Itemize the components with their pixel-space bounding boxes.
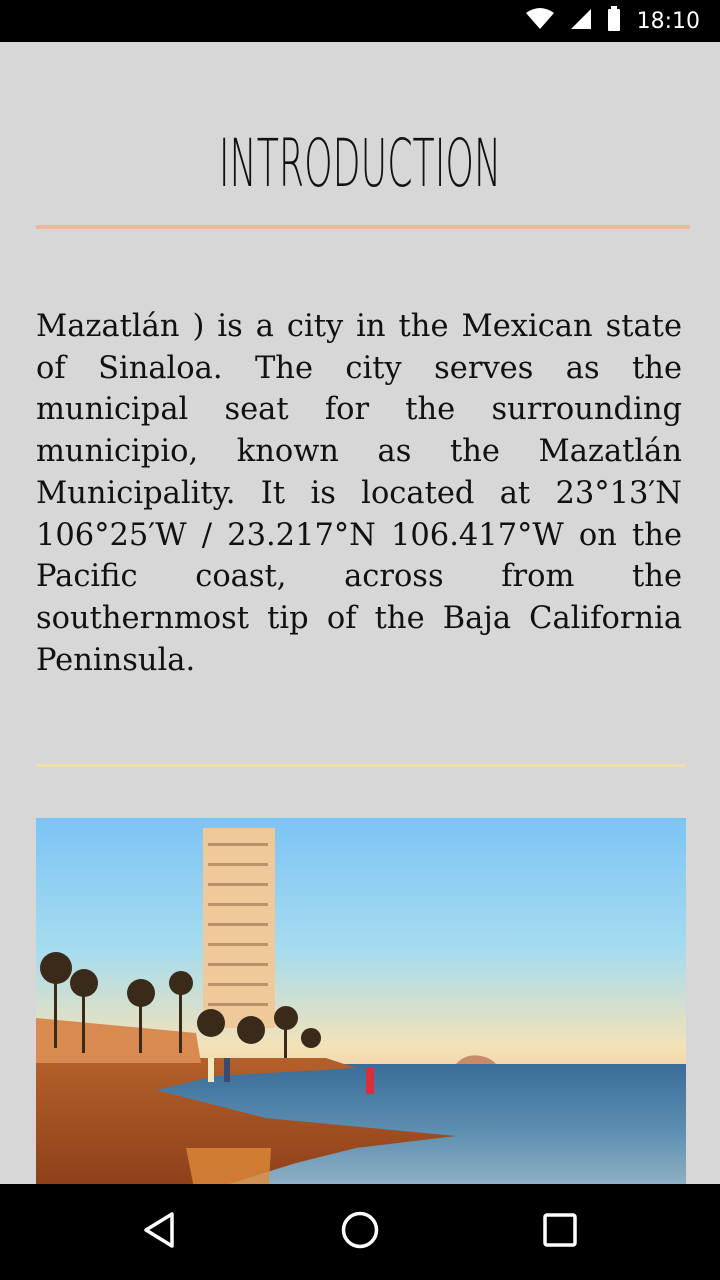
cell-signal-icon: [569, 7, 593, 35]
recents-button[interactable]: [536, 1208, 584, 1256]
article-content[interactable]: [0, 42, 720, 1184]
wifi-icon: [525, 7, 555, 35]
home-icon: [340, 1210, 380, 1254]
status-icons: [525, 0, 700, 42]
back-button[interactable]: [136, 1208, 184, 1256]
back-icon: [140, 1210, 180, 1254]
navigation-bar: [0, 1184, 720, 1280]
title-divider: [36, 225, 690, 229]
recents-icon: [540, 1210, 580, 1254]
page-title: INTRODUCTION: [218, 125, 502, 202]
section-divider: [36, 764, 686, 767]
intro-paragraph: Mazatlán ) is a city in the Mexican state of Sinaloa. The city serves as the municipal seat for the surrounding municipio, known as the Mazatlán Municipality. It is located at 23°13′N 106°25′W / 23.217°N 106.417°W on the Pacific coast, across from the southernmost tip of the Baja California Peninsula.: [36, 309, 682, 678]
beach-photo: [36, 818, 686, 1184]
status-bar: [0, 0, 720, 42]
home-button[interactable]: [336, 1208, 384, 1256]
status-time: 18:10: [636, 8, 700, 34]
battery-icon: [607, 6, 621, 36]
